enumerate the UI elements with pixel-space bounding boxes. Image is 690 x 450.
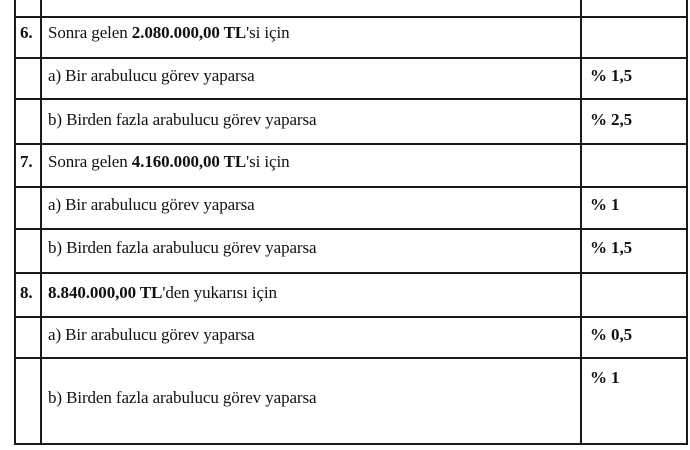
row-divider [14, 316, 688, 318]
row-divider [14, 357, 688, 359]
row-divider [14, 98, 688, 100]
row-number: 7. [20, 152, 33, 171]
row-divider [14, 57, 688, 59]
rate-value: % 2,5 [590, 110, 633, 129]
table-left-border [14, 0, 16, 445]
sub-item-label: a) Bir arabulucu görev yaparsa [48, 66, 255, 85]
heading-amount: 4.160.000,00 TL [131, 152, 247, 171]
number-column-divider [40, 0, 42, 445]
rate-column-divider [580, 0, 582, 445]
row-heading [48, 23, 290, 43]
row-divider [14, 228, 688, 230]
sub-item-label: b) Birden fazla arabulucu görev yaparsa [48, 110, 317, 129]
heading-suffix: 'si için [246, 152, 290, 171]
row-number: 6. [20, 23, 33, 42]
rate-value: % 1,5 [590, 66, 633, 85]
row-divider [14, 143, 688, 145]
heading-suffix: 'si için [246, 23, 290, 42]
rate-value: % 1,5 [590, 238, 633, 257]
sub-item-label: b) Birden fazla arabulucu görev yaparsa [48, 238, 317, 257]
row-divider [14, 443, 688, 445]
row-divider [14, 186, 688, 188]
sub-item-label: a) Bir arabulucu görev yaparsa [48, 195, 255, 214]
heading-prefix: Sonra gelen [48, 152, 132, 171]
rate-value: % 1 [590, 195, 620, 214]
row-number: 8. [20, 283, 33, 302]
table-right-border [686, 0, 688, 445]
heading-prefix: Sonra gelen [48, 23, 132, 42]
row-divider [14, 16, 688, 18]
row-divider [14, 272, 688, 274]
heading-suffix: 'den yukarısı için [162, 283, 277, 302]
row-heading [48, 283, 277, 303]
rate-value: % 1 [590, 368, 620, 387]
rate-value: % 0,5 [590, 325, 633, 344]
heading-amount: 8.840.000,00 TL [48, 283, 163, 302]
sub-item-label: a) Bir arabulucu görev yaparsa [48, 325, 255, 344]
sub-item-label: b) Birden fazla arabulucu görev yaparsa [48, 388, 317, 407]
row-heading [48, 152, 290, 172]
heading-amount: 2.080.000,00 TL [131, 23, 247, 42]
